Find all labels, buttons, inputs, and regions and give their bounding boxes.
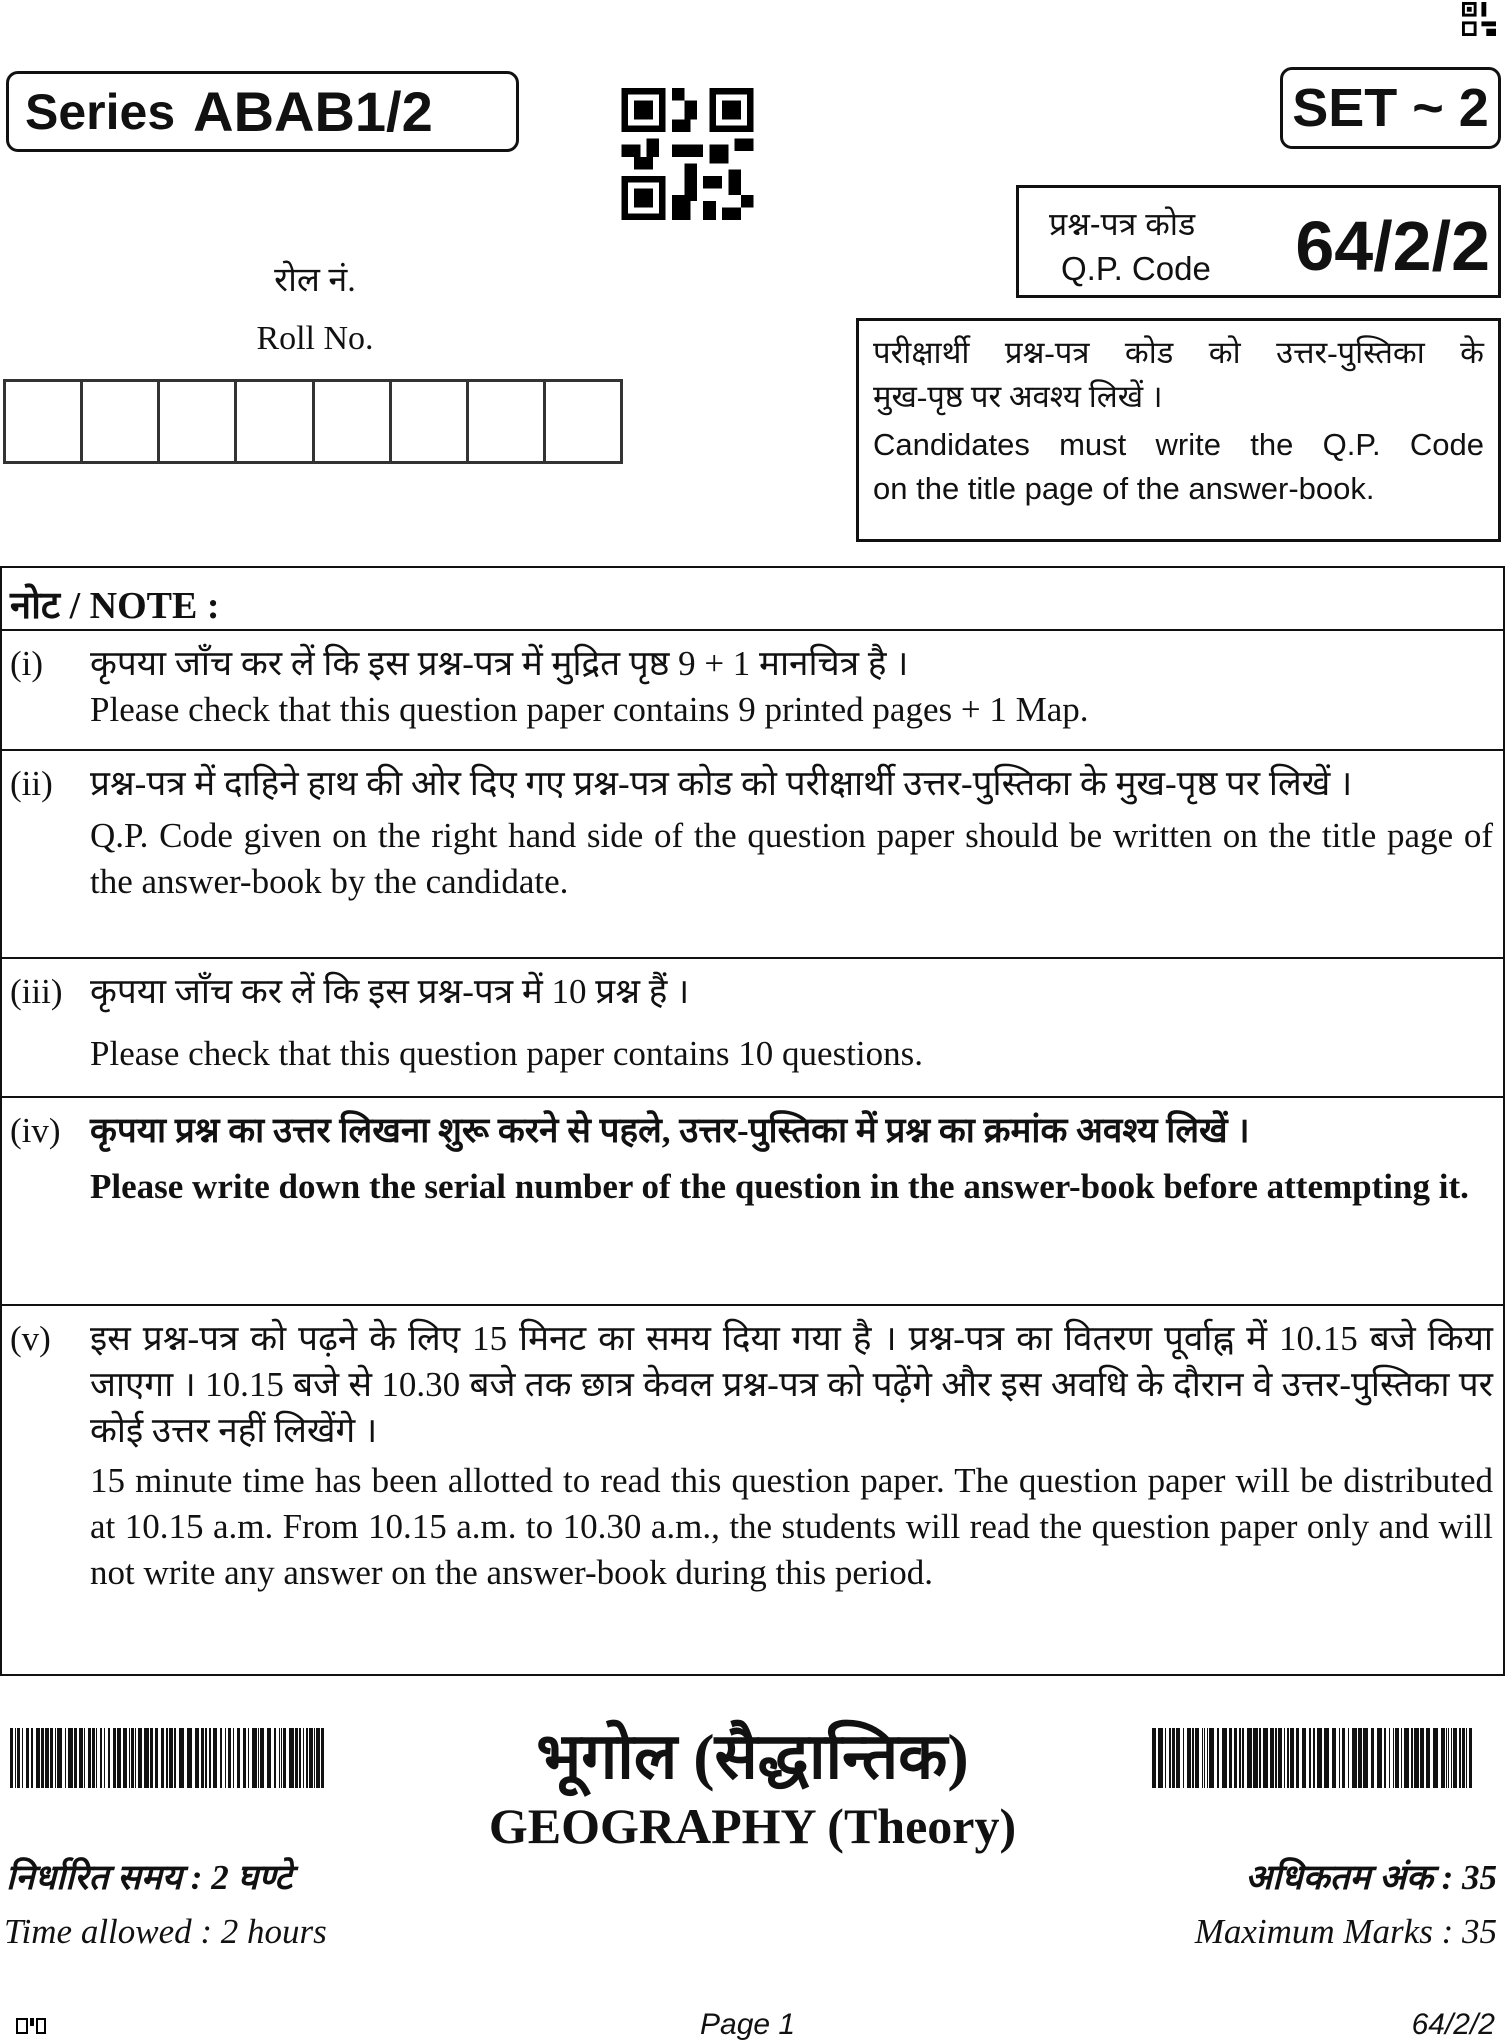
max-marks-en: Maximum Marks : 35 — [1194, 1912, 1497, 1951]
page-number: Page 1 — [700, 2008, 796, 2041]
roll-number-cell[interactable] — [160, 382, 237, 461]
note-text-hi: कृपया जाँच कर लें कि इस प्रश्न-पत्र में मुद्रित पृष्ठ 9 + 1 मानचित्र है । — [90, 644, 909, 683]
footer-code: 64/2/2 — [1411, 2008, 1495, 2041]
note-text-hi: इस प्रश्न-पत्र को पढ़ने के लिए 15 मिनट का समय दिया गया है । प्रश्न-पत्र का वितरण पूर्वाह्न में 10.15 बजे किया जाएगा । 10.15 बजे से 10.30 बजे तक छात्र केवल प्रश्न-पत्र को पढ़ेंगे और इस अवधि के दौरान वे उत्तर-पुस्तिका पर कोई उत्तर नहीं लिखेंगे । — [90, 1319, 1493, 1450]
series-label: Series — [25, 83, 176, 140]
time-allowed-hi: निर्धारित समय : 2 घण्टे — [6, 1858, 293, 1897]
roll-number-cell[interactable] — [6, 382, 83, 461]
roll-number-cell[interactable] — [83, 382, 160, 461]
note-number: (ii) — [10, 764, 53, 803]
roll-number-cell[interactable] — [469, 382, 546, 461]
notes-table — [0, 566, 1505, 1676]
instruction-hi-line1: परीक्षार्थी प्रश्न-पत्र कोड को उत्तर-पुस्तिका के — [873, 335, 1484, 370]
note-heading: नोट / NOTE : — [2, 568, 1503, 631]
note-number: (i) — [10, 644, 44, 683]
corner-qr-code — [1462, 2, 1496, 36]
roll-number-boxes[interactable] — [3, 379, 623, 464]
qr-code — [620, 88, 755, 220]
note-text-en: Please check that this question paper contains 10 questions. — [90, 1034, 924, 1073]
note-number: (v) — [10, 1319, 51, 1358]
roll-number-cell[interactable] — [546, 382, 620, 461]
qp-code-label-en: Q.P. Code — [1061, 250, 1211, 287]
roll-number-cell[interactable] — [237, 382, 314, 461]
time-allowed-en: Time allowed : 2 hours — [4, 1912, 327, 1951]
note-text-hi: कृपया प्रश्न का उत्तर लिखना शुरू करने से पहले, उत्तर-पुस्तिका में प्रश्न का क्रमांक अवश्य लिखें । — [90, 1111, 1250, 1150]
subject-title-en: GEOGRAPHY (Theory) — [488, 1798, 1017, 1854]
series-code: ABAB1/2 — [193, 80, 433, 143]
note-item — [2, 959, 1503, 1098]
series-box — [6, 71, 519, 152]
qp-code-box — [1016, 185, 1501, 298]
instruction-hi-line2: मुख-पृष्ठ पर अवश्य लिखें । — [873, 379, 1163, 414]
note-text-hi: प्रश्न-पत्र में दाहिने हाथ की ओर दिए गए प्रश्न-पत्र कोड को परीक्षार्थी उत्तर-पुस्तिका के मुख-पृष्ठ पर लिखें । — [90, 764, 1353, 803]
roll-number-cell[interactable] — [392, 382, 469, 461]
set-badge: SET ~ 2 — [1280, 67, 1501, 149]
qp-code-instruction-box — [856, 318, 1501, 542]
note-text-en: 15 minute time has been allotted to read this question paper. The question paper will be distributed at 10.15 a.m. From 10.15 a.m. to 10.30 a.m., the students will read the question paper only and will not write any answer on the answer-book during this period. — [90, 1461, 1493, 1592]
qp-code: 64/2/2 — [1295, 207, 1490, 285]
note-text-en: Please write down the serial number of the question in the answer-book before attempting it. — [90, 1167, 1469, 1206]
note-item — [2, 751, 1503, 959]
roll-label-en: Roll No. — [256, 320, 374, 357]
roll-label-hi: रोल नं. — [274, 262, 356, 299]
note-text-en: Q.P. Code given on the right hand side of the question paper should be written on the title page of the answer-book by the candidate. — [90, 816, 1493, 901]
note-text-hi: कृपया जाँच कर लें कि इस प्रश्न-पत्र में 10 प्रश्न हैं । — [90, 972, 690, 1011]
footer-qr-icon — [16, 2018, 46, 2034]
note-item — [2, 1098, 1503, 1306]
subject-title-hi: भूगोल (सैद्धान्तिक) — [536, 1721, 969, 1792]
note-number: (iv) — [10, 1111, 61, 1150]
roll-number-cell[interactable] — [315, 382, 392, 461]
note-item — [2, 631, 1503, 751]
instruction-en-line1: Candidates must write the Q.P. Code — [873, 427, 1484, 462]
qp-code-label-hi: प्रश्न-पत्र कोड — [1049, 206, 1196, 242]
instruction-en-line2: on the title page of the answer-book. — [873, 471, 1375, 506]
max-marks-hi: अधिकतम अंक : 35 — [1245, 1858, 1497, 1897]
note-text-en: Please check that this question paper contains 9 printed pages + 1 Map. — [90, 690, 1089, 729]
note-number: (iii) — [10, 972, 63, 1011]
note-item — [2, 1306, 1503, 1676]
